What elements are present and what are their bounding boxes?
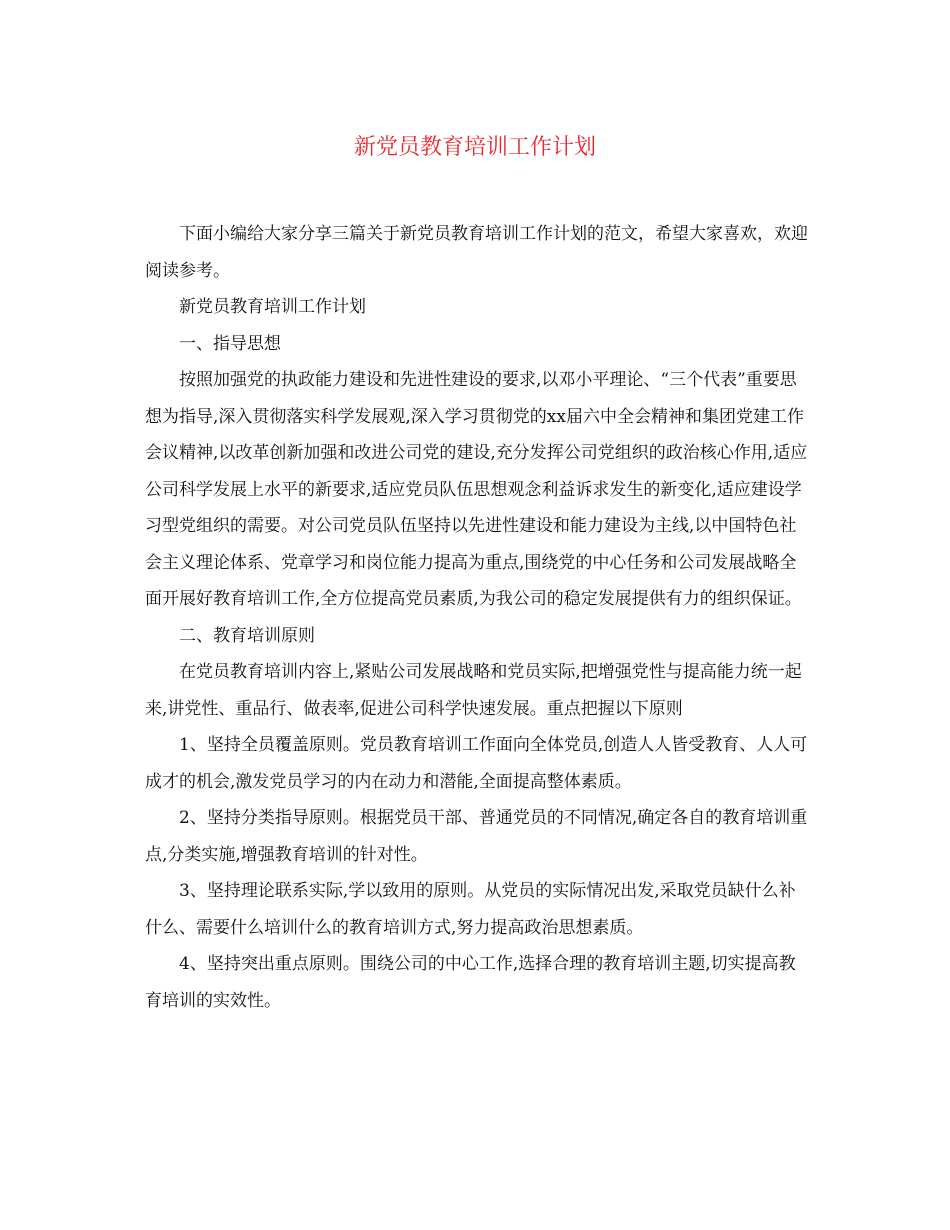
heading-training-principles: 二、教育培训原则 bbox=[179, 625, 315, 646]
paragraph-guiding-ideology: 按照加强党的执政能力建设和先进性建设的要求,以邓小平理论、“三个代表”重要思想为指导,深入贯彻落实科学发展观,深入学习贯彻党的xx届六中全会精神和集团党建工作会议精神,以改革创新加强和改进公司党的建设,充分发挥公司党组织的政治核心作用,适应公司科学发展上水平的新要求,适应党员队伍思想观念利益诉求发生的新变化,适应建设学习型党组织的需要。对公司党员队伍坚持以先进性建设和能力建设为主线,以中国特色社会主义理论体系、党章学习和岗位能力提高为重点,围绕党的中心任务和公司发展战略全面开展好教育培训工作,全方位提高党员素质,为我公司的稳定发展提供有力的组织保证。 bbox=[145, 370, 808, 609]
paragraph-training-principles: 在党员教育培训内容上,紧贴公司发展战略和党员实际,把增强党性与提高能力统一起来,讲党性、重品行、做表率,促进公司科学快速发展。重点把握以下原则 bbox=[145, 662, 802, 719]
document-title: 新党员教育培训工作计划 bbox=[353, 135, 596, 160]
heading-guiding-ideology: 一、指导思想 bbox=[179, 333, 281, 354]
principle-item-4: 4、坚持突出重点原则。围绕公司的中心工作,选择合理的教育培训主题,切实提高教育培训的实效性。 bbox=[145, 954, 796, 1011]
section-subtitle: 新党员教育培训工作计划 bbox=[179, 297, 366, 317]
principle-item-3: 3、坚持理论联系实际,学以致用的原则。从党员的实际情况出发,采取党员缺什么补什么、需要什么培训什么的教育培训方式,努力提高政治思想素质。 bbox=[145, 881, 796, 938]
principle-item-2: 2、坚持分类指导原则。根据党员干部、普通党员的不同情况,确定各自的教育培训重点,分类实施,增强教育培训的针对性。 bbox=[145, 808, 808, 865]
principle-item-1: 1、坚持全员覆盖原则。党员教育培训工作面向全体党员,创造人人皆受教育、人人可成才的机会,激发党员学习的内在动力和潜能,全面提高整体素质。 bbox=[145, 735, 808, 792]
document-body bbox=[145, 216, 810, 1019]
intro-paragraph: 下面小编给大家分享三篇关于新党员教育培训工作计划的范文，希望大家喜欢，欢迎阅读参考。 bbox=[145, 224, 808, 281]
